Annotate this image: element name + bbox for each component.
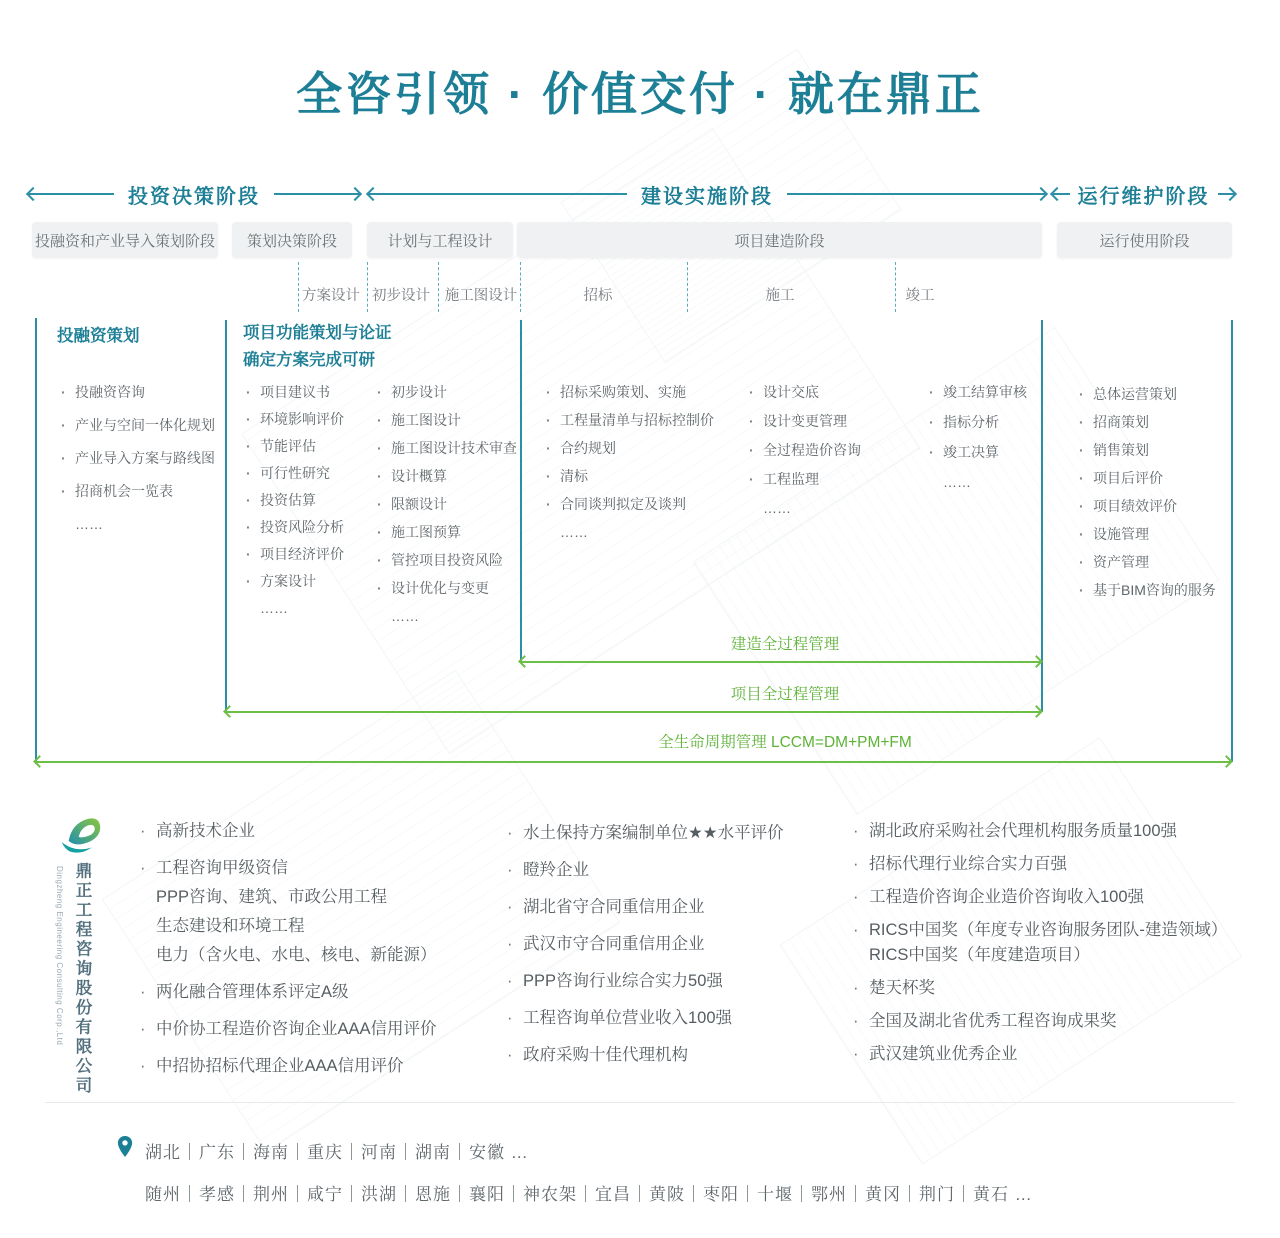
list-item: · 工程造价咨询企业造价咨询收入100强 [853,886,1227,908]
list-item: PPP咨询、建筑、市政公用工程 [156,888,388,906]
list-item: · 设施管理 [1078,524,1216,544]
construction-items [748,382,861,527]
substage-divider [895,262,896,312]
substage-working-drawing: 施工图设计 [444,288,518,304]
list-item: · 武汉市守合同重信用企业 [507,933,784,955]
management-label-lifecycle: 全生命周期管理 LCCM=DM+PM+FM [658,734,912,751]
management-label-project: 项目全过程管理 [730,686,840,703]
list-item: · 合同谈判拟定及谈判 [545,494,714,514]
list-item: · 竣工决算 [928,442,1027,462]
list-item: · 招标采购策划、实施 [545,382,714,402]
list-item: …… [391,608,419,624]
list-item: …… [260,600,288,616]
list-item: · 投融资咨询 [60,382,215,402]
list-item: · 可行性研究 [245,463,344,483]
list-item: · 中价协工程造价咨询企业AAA信用评价 [140,1018,437,1040]
substage-divider [367,262,368,312]
list-item: · 设计交底 [748,382,861,402]
list-item: · 政府采购十佳代理机构 [507,1044,784,1066]
list-item: · 工程监理 [748,469,861,489]
list-item: 生态建设和环境工程 [156,917,305,935]
list-item: · 设计概算 [376,466,517,486]
location-pin-icon [116,1135,134,1158]
stage-box-use: 运行使用阶段 [1057,222,1232,258]
section-divider [45,1102,1235,1103]
location-cities: 随州｜孝感｜荆州｜咸宁｜洪湖｜恩施｜襄阳｜神农架｜宜昌｜黄陂｜枣阳｜十堰｜鄂州｜黄冈｜荆门｜黄石 … [145,1185,1033,1204]
management-label-build: 建造全过程管理 [730,636,840,653]
list-item: · 招商策划 [1078,412,1216,432]
substage-preliminary: 初步设计 [372,288,430,304]
stage-box-build: 项目建造阶段 [517,222,1042,258]
substage-divider [687,262,688,312]
qualifications-col3 [853,820,1227,1076]
list-item: RICS中国奖（年度建造项目） [869,946,1090,964]
list-item: · 施工图设计技术审查 [376,438,517,458]
list-item: · 全国及湖北省优秀工程咨询成果奖 [853,1010,1227,1032]
list-item: · 高新技术企业 [140,820,437,842]
substage-divider [298,262,299,312]
qualifications-col2 [507,822,784,1081]
list-item: · 设计变更管理 [748,411,861,431]
list-item: · 项目建议书 [245,382,344,402]
list-item: · 项目绩效评价 [1078,496,1216,516]
company-name-cn: 鼎正工程咨询股份有限公司 [73,862,91,1096]
list-item: · 投资估算 [245,490,344,510]
phase-label-operation: 运行维护阶段 [1077,185,1210,208]
arrow-right-icon [1034,187,1048,201]
arrow-right-icon [1223,187,1237,201]
management-arrow-build [521,661,1040,663]
list-item: 电力（含火电、水电、核电、新能源） [156,946,437,964]
list-item: · 项目后评价 [1078,468,1216,488]
list-item: · 合约规划 [545,438,714,458]
substage-divider [520,262,521,312]
list-item: · 管控项目投资风险 [376,550,517,570]
list-item: · 方案设计 [245,571,344,591]
list-item: · 工程量清单与招标控制价 [545,410,714,430]
list-item: · 中招协招标代理企业AAA信用评价 [140,1055,437,1077]
qualifications-col1 [140,820,437,1092]
list-item: · 产业与空间一体化规划 [60,415,215,435]
list-item: …… [943,474,971,490]
section-line-3 [520,320,522,662]
stage-box-financing: 投融资和产业导入策划阶段 [32,222,218,258]
list-item: · 武汉建筑业优秀企业 [853,1043,1227,1065]
arrow-left-icon [366,187,380,201]
list-item: · 节能评估 [245,436,344,456]
list-item: · 水土保持方案编制单位★★水平评价 [507,822,784,844]
company-name-en: Dingzheng Engineering Consulting Corp.,Ltd [55,866,64,1046]
list-item: · 竣工结算审核 [928,382,1027,402]
completion-items [928,382,1027,502]
list-item: · PPP咨询行业综合实力50强 [507,970,784,992]
phase-label-construction: 建设实施阶段 [641,185,773,208]
list-item: · 初步设计 [376,382,517,402]
management-arrow-project [226,711,1040,713]
list-item: · 产业导入方案与路线图 [60,448,215,468]
heading-line-2: 确定方案完成可研 [243,351,375,369]
list-item: · 瞪羚企业 [507,859,784,881]
phase-arrow-investment [28,181,360,207]
list-item: · 两化融合管理体系评定A级 [140,981,437,1003]
phase-label-investment: 投资决策阶段 [128,185,260,208]
section-line-4 [1041,320,1043,712]
list-item: · 指标分析 [928,412,1027,432]
management-arrow-lifecycle [36,761,1230,763]
bidding-items [545,382,714,550]
list-item: · 招标代理行业综合实力百强 [853,853,1227,875]
substage-scheme-design: 方案设计 [302,288,360,304]
operation-items [1078,384,1216,608]
list-item: …… [763,500,791,516]
list-item: · RICS中国奖（年度专业咨询服务团队-建造领域） [853,919,1227,941]
arrow-left-icon [1050,187,1064,201]
list-item: · 工程咨询甲级资信 [140,857,437,879]
substage-construction: 施工 [765,288,795,304]
heading-line-1: 项目功能策划与论证 [243,324,392,342]
list-item: · 工程咨询单位营业收入100强 [507,1007,784,1029]
list-item: · 设计优化与变更 [376,578,517,598]
list-item: · 环境影响评价 [245,409,344,429]
list-item: · 湖北省守合同重信用企业 [507,896,784,918]
substage-completion: 竣工 [905,288,935,304]
page-title: 全咨引领 · 价值交付 · 就在鼎正 [296,68,984,120]
list-item: · 招商机会一览表 [60,481,215,501]
invest-items [60,382,215,547]
list-item: · 楚天杯奖 [853,977,1227,999]
plan-items-right [376,382,517,634]
location-provinces: 湖北｜广东｜海南｜重庆｜河南｜湖南｜安徽 … [145,1143,529,1162]
list-item: · 资产管理 [1078,552,1216,572]
list-item: · 湖北政府采购社会代理机构服务质量100强 [853,820,1227,842]
list-item: · 施工图预算 [376,522,517,542]
substage-divider [438,262,439,312]
section-line-2 [225,320,227,712]
list-item: · 限额设计 [376,494,517,514]
phase-arrow-operation [1052,181,1235,207]
list-item: · 总体运营策划 [1078,384,1216,404]
stage-box-planning: 策划决策阶段 [232,222,352,258]
list-item: · 销售策划 [1078,440,1216,460]
section-line-1 [35,318,37,764]
heading-project-planning [243,320,392,374]
list-item: …… [560,524,588,540]
list-item: · 基于BIM咨询的服务 [1078,580,1216,600]
company-logo [58,812,104,860]
list-item: · 施工图设计 [376,410,517,430]
arrow-left-icon [26,187,40,201]
heading-invest-planning: 投融资策划 [57,327,140,345]
plan-items-left [245,382,344,625]
arrow-right-icon [348,187,362,201]
list-item: · 项目经济评价 [245,544,344,564]
list-item: · 清标 [545,466,714,486]
stage-box-design: 计划与工程设计 [367,222,513,258]
substage-bidding: 招标 [583,288,613,304]
list-item: · 投资风险分析 [245,517,344,537]
list-item: …… [75,516,103,532]
list-item: · 全过程造价咨询 [748,440,861,460]
section-line-5 [1231,320,1233,762]
phase-arrow-construction [368,181,1046,207]
